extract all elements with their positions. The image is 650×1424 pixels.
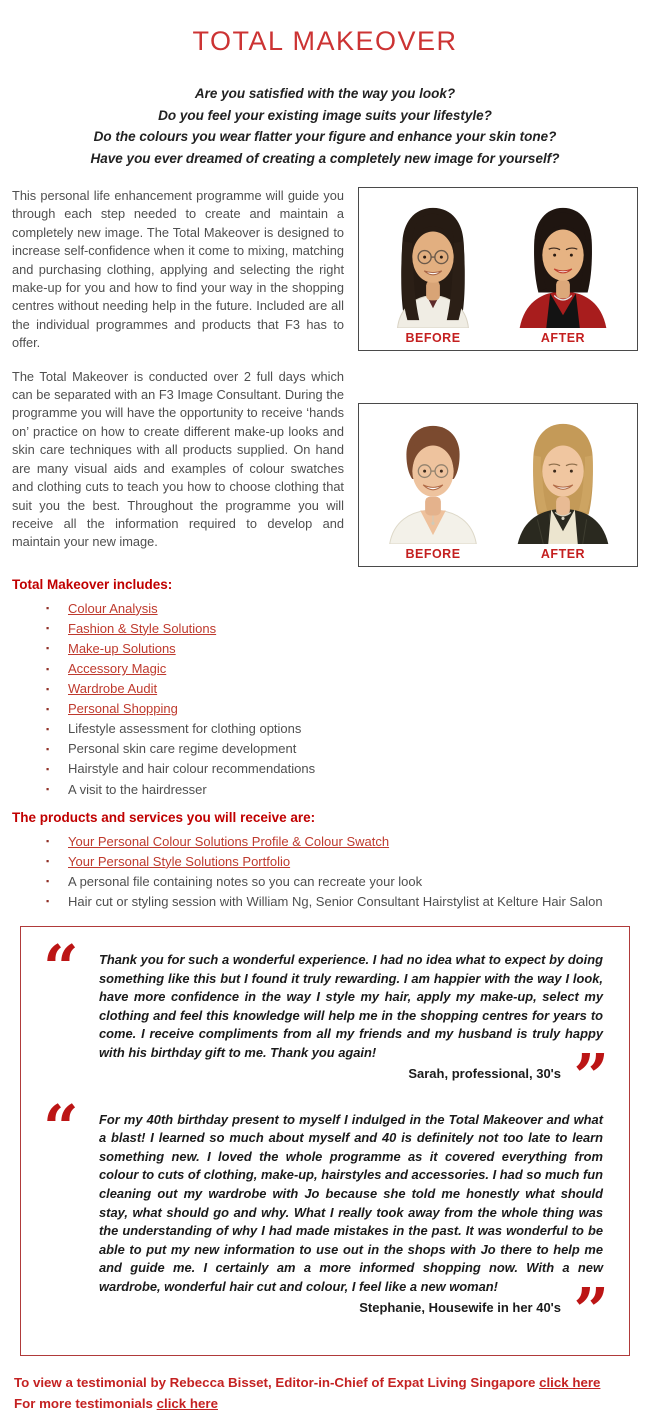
photo-figure bbox=[373, 198, 493, 345]
main-columns bbox=[12, 187, 638, 567]
link-make-up-solutions[interactable]: Make-up Solutions bbox=[68, 640, 176, 656]
footer bbox=[14, 1372, 638, 1414]
intro-question: Are you satisfied with the way you look? bbox=[194, 86, 456, 101]
list-item bbox=[46, 599, 638, 619]
after-label: AFTER bbox=[540, 331, 586, 345]
list-item bbox=[46, 619, 638, 639]
intro-question: Do the colours you wear flatter your figure and enhance your skin tone? bbox=[93, 129, 557, 144]
open-quote-icon: “ bbox=[43, 1090, 79, 1164]
bullet-square-icon: ▪ bbox=[46, 763, 50, 774]
testimonial-body bbox=[99, 1111, 609, 1347]
list-item bbox=[46, 679, 638, 699]
after-photo-2 bbox=[503, 414, 623, 544]
bullet-square-icon: ▪ bbox=[46, 643, 50, 654]
list-item-label: Hair cut or styling session with William Ng, Senior Consultant Hairstylist at Kelture Hair Salon bbox=[68, 893, 603, 909]
list-item bbox=[46, 892, 638, 912]
photo-figure bbox=[503, 414, 623, 561]
programme-paragraph: The Total Makeover is conducted over 2 full days which can be separated with an F3 Image Consultant. During the programme you will have the opportunity to receive ‘hands on’ practice on how to create different make-up looks and skin care techniques with all products supplied. On hand are many visual aids and examples of colour swatches and clothing cuts to teach you how to choose clothing that suit you the best. Throughout the programme you will receive all the information required to develop and maintain your new image. bbox=[12, 368, 344, 550]
list-item bbox=[46, 780, 638, 800]
footer-line-2 bbox=[14, 1393, 638, 1414]
page-title: TOTAL MAKEOVER bbox=[192, 26, 458, 56]
bullet-square-icon: ▪ bbox=[46, 723, 50, 734]
before-photo-1 bbox=[373, 198, 493, 328]
footer-text: For more testimonials bbox=[14, 1395, 157, 1411]
list-item-label: A visit to the hairdresser bbox=[68, 781, 207, 797]
before-after-box-1 bbox=[358, 187, 638, 351]
intro-question: Have you ever dreamed of creating a completely new image for yourself? bbox=[90, 150, 560, 166]
body-text-column bbox=[12, 187, 344, 567]
photo-column bbox=[358, 187, 638, 567]
list-item bbox=[46, 699, 638, 719]
footer-line-1 bbox=[14, 1372, 638, 1393]
list-item bbox=[46, 759, 638, 779]
link-accessory-magic[interactable]: Accessory Magic bbox=[68, 661, 167, 676]
list-item bbox=[46, 872, 638, 892]
testimonial-body bbox=[99, 951, 609, 1113]
list-item-label: Lifestyle assessment for clothing options bbox=[68, 721, 302, 737]
products-heading: The products and services you will receive are: bbox=[12, 809, 316, 825]
intro-paragraph: This personal life enhancement programme will guide you through each step needed to create and maintain a completely new image. The Total Makeover is designed to increase self-confidence when it come to mixing, matching and purchasing clothing, applying and selecting the right make-up for you and how to find your way in the shopping centres without needing help in the future. Included are all the individual programmes and products that F3 has to offer. bbox=[12, 188, 344, 351]
testimonial-attribution bbox=[99, 1039, 609, 1113]
list-item bbox=[46, 852, 638, 872]
photo-figure bbox=[503, 198, 623, 345]
bullet-square-icon: ▪ bbox=[46, 836, 50, 847]
rebecca-testimonial-link[interactable]: click here bbox=[539, 1374, 601, 1390]
photo-figure bbox=[373, 414, 493, 561]
link-wardrobe-audit[interactable]: Wardrobe Audit bbox=[68, 681, 158, 697]
list-item bbox=[46, 659, 638, 679]
bullet-square-icon: ▪ bbox=[46, 876, 50, 887]
footer-text: To view a testimonial by Rebecca Bisset, Editor-in-Chief of Expat Living Singapore bbox=[14, 1374, 540, 1390]
bullet-square-icon: ▪ bbox=[46, 703, 50, 714]
open-quote-icon: “ bbox=[43, 931, 79, 1005]
testimonials-box bbox=[20, 926, 630, 1356]
testimonial-text: Thank you for such a wonderful experience. I had no idea what to expect by doing something like this but I found it truly rewarding. I am happier with the way I look, have more confidence in the way I style my hair, apply my make-up, select my clothing and feel this knowledge will help me in the shopping centres for years to come. I receive compliments from all my friends and my husband is truly happy with his birthday gift to me. Thank you again! bbox=[99, 952, 603, 1060]
list-item bbox=[46, 719, 638, 739]
bullet-square-icon: ▪ bbox=[46, 623, 50, 634]
after-label: AFTER bbox=[540, 546, 586, 561]
list-item bbox=[46, 739, 638, 759]
testimonial-attribution bbox=[99, 1273, 609, 1347]
link-fashion-style-solutions[interactable]: Fashion & Style Solutions bbox=[68, 620, 217, 636]
link-style-solutions-portfolio[interactable]: Your Personal Style Solutions Portfolio bbox=[68, 853, 291, 869]
intro-questions bbox=[12, 83, 638, 169]
intro-question: Do you feel your existing image suits your lifestyle? bbox=[158, 107, 492, 123]
more-testimonials-link[interactable]: click here bbox=[156, 1395, 218, 1411]
bullet-square-icon: ▪ bbox=[46, 896, 50, 907]
bullet-square-icon: ▪ bbox=[46, 683, 50, 694]
bullet-square-icon: ▪ bbox=[46, 743, 50, 754]
list-item bbox=[46, 832, 638, 852]
before-label: BEFORE bbox=[405, 331, 461, 345]
list-item-label: Hairstyle and hair colour recommendations bbox=[68, 761, 316, 777]
bullet-square-icon: ▪ bbox=[46, 856, 50, 867]
bullet-square-icon: ▪ bbox=[46, 663, 50, 674]
includes-heading: Total Makeover includes: bbox=[12, 576, 173, 592]
bullet-square-icon: ▪ bbox=[46, 784, 50, 795]
list-item-label: Personal skin care regime development bbox=[68, 741, 297, 757]
includes-list bbox=[12, 599, 638, 800]
attribution-text: Sarah, professional, 30's bbox=[408, 1065, 561, 1081]
close-quote-icon: ” bbox=[573, 1039, 609, 1113]
list-item-label: A personal file containing notes so you can recreate your look bbox=[68, 873, 423, 889]
link-colour-solutions-profile[interactable]: Your Personal Colour Solutions Profile & Colour Swatch bbox=[68, 833, 390, 849]
before-label: BEFORE bbox=[405, 546, 461, 561]
testimonial-stephanie bbox=[43, 1090, 609, 1347]
testimonial-sarah bbox=[43, 931, 609, 1113]
testimonial-text: For my 40th birthday present to myself I indulged in the Total Makeover and what a blast! I learned so much about myself and 40 is definitely not too late to learn something new. I loved the whole programme as it covered everything from colour to cuts of clothing, make-up, hairstyles and accessories. I had so much fun cleaning out my wardrobe with Jo because she told me honestly what should stay, what should go and why. What I really took away from the whole thing was the understanding of why I had made mistakes in the past. It was wonderful to be able to put my new information to use out in the shops with Jo there to help me and guide me. I certainly am a more informed shopping now. With a new wardrobe, wonderful hair cut and colour, I feel like a new woman! bbox=[99, 1111, 603, 1294]
after-photo-1 bbox=[503, 198, 623, 328]
attribution-text: Stephanie, Housewife in her 40's bbox=[359, 1299, 561, 1315]
link-colour-analysis[interactable]: Colour Analysis bbox=[68, 600, 158, 616]
link-personal-shopping[interactable]: Personal Shopping bbox=[68, 701, 178, 717]
close-quote-icon: ” bbox=[573, 1273, 609, 1347]
before-after-box-2 bbox=[358, 403, 638, 567]
before-photo-2 bbox=[373, 414, 493, 544]
bullet-square-icon: ▪ bbox=[46, 603, 50, 614]
list-item bbox=[46, 639, 638, 659]
products-list bbox=[12, 832, 638, 912]
